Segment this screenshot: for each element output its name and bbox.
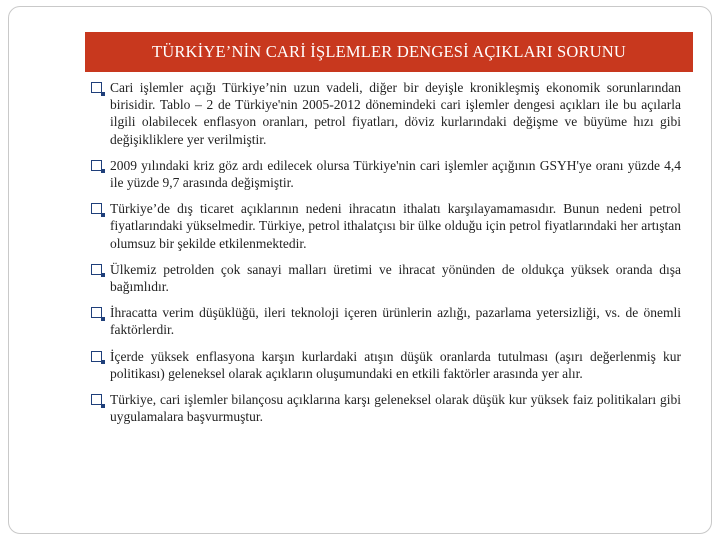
bullet-list — [89, 79, 681, 434]
bullet-item — [89, 200, 681, 252]
hollow-square-bullet-icon — [91, 394, 102, 405]
hollow-square-bullet-icon — [91, 160, 102, 171]
bullet-item — [89, 79, 681, 148]
hollow-square-bullet-icon — [91, 307, 102, 318]
bullet-item — [89, 304, 681, 338]
bullet-text: Ülkemiz petrolden çok sanayi malları üretimi ve ihracat yönünden de oldukça yüksek oranda dışa bağımlıdır. — [110, 261, 681, 295]
bullet-text: Türkiye’de dış ticaret açıklarının nedeni ihracatın ithalatı karşılayamamasıdır. Bunun nedeni petrol fiyatlarındaki yükselmedir. Türkiye, petrol ithalatçısı bir ülke olduğu için petrol fiyatlarındaki her artıştan olumsuz bir şekilde etkilenmektedir. — [110, 201, 681, 251]
hollow-square-bullet-icon — [91, 351, 102, 362]
bullet-text: Cari işlemler açığı Türkiye’nin uzun vadeli, diğer bir deyişle kronikleşmiş ekonomik sorunlarından birisidir. Tablo – 2 de Türkiye'nin 2005-2012 dönemindeki cari işlemler dengesi açıkları ile bu açılarla ilgili olabilecek enflasyon oranları, petrol fiyatları, döviz kurlarındaki değişme ve büyüme hızı gibi değişikliklere yer verilmiştir. — [110, 80, 681, 147]
bullet-item — [89, 261, 681, 295]
bullet-text: İhracatta verim düşüklüğü, ileri teknoloji içeren ürünlerin azlığı, pazarlama yetersizliği, vs. de önemli faktörlerdir. — [110, 305, 681, 338]
slide-title: TÜRKİYE’NİN CARİ İŞLEMLER DENGESİ AÇIKLARI SORUNU — [151, 42, 627, 61]
slide-frame — [8, 6, 712, 534]
title-bar — [85, 32, 693, 72]
bullet-text: 2009 yılındaki kriz göz ardı edilecek olursa Türkiye'nin cari işlemler açığının GSYH'ye oranı yüzde 4,4 ile yüzde 9,7 arasında değişmiştir. — [110, 157, 681, 191]
hollow-square-bullet-icon — [91, 264, 102, 275]
bullet-text: Türkiye, cari işlemler bilançosu açıklarına karşı geleneksel olarak düşük kur yüksek faiz politikaları gibi uygulamalara başvurmuştur. — [110, 392, 681, 425]
hollow-square-bullet-icon — [91, 82, 102, 93]
bullet-item — [89, 348, 681, 382]
bullet-text: İçerde yüksek enflasyona karşın kurlardaki atışın düşük oranlarda tutulması (aşırı değerlenmiş kur politikası) geleneksel olarak açıkların oluşumundaki en etkili faktörler arasında yer alır. — [110, 348, 681, 381]
bullet-item — [89, 391, 681, 425]
hollow-square-bullet-icon — [91, 203, 102, 214]
bullet-item — [89, 157, 681, 191]
